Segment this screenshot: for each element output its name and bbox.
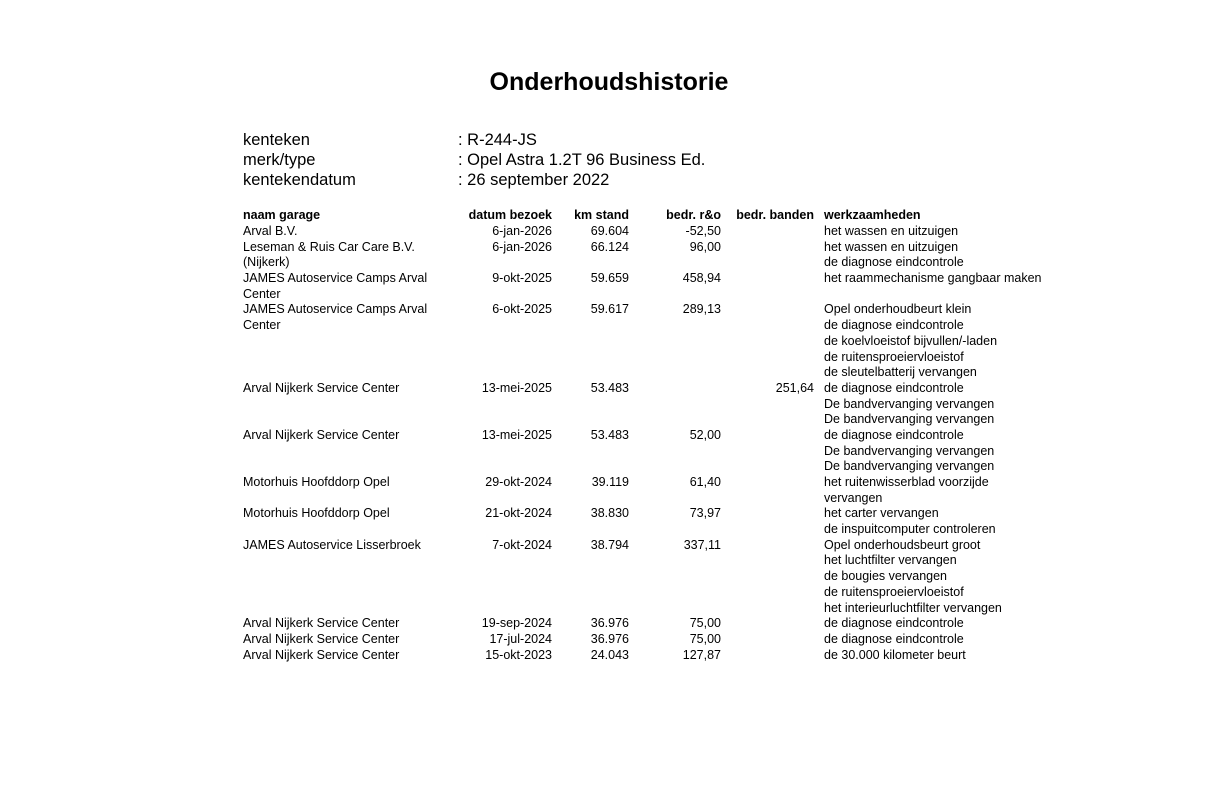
table-row-line [0, 412, 1218, 428]
table-row-line [0, 522, 1218, 538]
cell-date: 13-mei-2025 [481, 380, 552, 395]
info-value-merk-type: : Opel Astra 1.2T 96 Business Ed. [458, 151, 706, 169]
cell-garage: JAMES Autoservice Lisserbroek [243, 537, 421, 552]
cell-work: De bandvervanging vervangen [824, 459, 995, 474]
cell-km: 36.976 [590, 616, 629, 631]
table-row [0, 302, 1218, 380]
cell-ro: 289,13 [682, 302, 721, 317]
table-row-line [0, 255, 1218, 271]
cell-ro: 337,11 [683, 537, 721, 552]
table-row-line [0, 459, 1218, 475]
table-row-line [0, 601, 1218, 617]
cell-date: 6-jan-2026 [492, 239, 552, 254]
table-row-line [0, 491, 1218, 507]
cell-km: 39.119 [591, 475, 629, 489]
cell-date: 6-okt-2025 [492, 302, 552, 317]
cell-ro: 52,00 [689, 427, 721, 442]
cell-date: 7-okt-2024 [492, 537, 552, 552]
table-row-line [0, 318, 1218, 334]
cell-work: het ruitenwisserblad voorzijde [824, 475, 989, 489]
table-row-line [0, 302, 1218, 318]
table-row [0, 428, 1218, 475]
cell-work: de diagnose eindcontrole [824, 427, 964, 442]
cell-ro: -52,50 [685, 224, 721, 238]
cell-km: 36.976 [590, 631, 629, 646]
table-row [0, 381, 1218, 428]
cell-garage: Motorhuis Hoofddorp Opel [243, 475, 390, 489]
cell-ro: 127,87 [682, 647, 721, 662]
cell-ro: 458,94 [682, 271, 721, 286]
table-row-line [0, 287, 1218, 303]
cell-ro: 73,97 [689, 506, 721, 521]
cell-work: de diagnose eindcontrole [824, 616, 964, 631]
header-garage: naam garage [243, 208, 321, 222]
cell-garage: Arval Nijkerk Service Center [243, 616, 400, 631]
cell-work: de diagnose eindcontrole [824, 631, 964, 646]
page-title: Onderhoudshistorie [489, 68, 729, 96]
cell-work: De bandvervanging vervangen [824, 412, 995, 427]
header-date: datum bezoek [468, 208, 552, 222]
cell-km: 66.124 [590, 239, 629, 254]
table-row [0, 538, 1218, 616]
cell-ro: 75,00 [689, 631, 721, 646]
cell-work: de diagnose eindcontrole [824, 380, 964, 395]
table-row [0, 616, 1218, 632]
table-row-line [0, 381, 1218, 397]
cell-work: de diagnose eindcontrole [824, 318, 964, 333]
cell-work: de 30.000 kilometer beurt [824, 647, 966, 662]
cell-date: 6-jan-2026 [492, 224, 552, 238]
cell-garage: JAMES Autoservice Camps Arval [243, 302, 428, 317]
cell-garage: Leseman & Ruis Car Care B.V. [243, 239, 415, 254]
cell-km: 59.659 [590, 271, 629, 286]
cell-km: 59.617 [590, 302, 629, 317]
cell-garage: Arval Nijkerk Service Center [243, 427, 400, 442]
cell-work: het wassen en uitzuigen [824, 224, 959, 238]
table-row-line [0, 506, 1218, 522]
table-row-line [0, 444, 1218, 460]
cell-work: de koelvloeistof bijvullen/-laden [824, 333, 998, 348]
cell-work: het luchtfilter vervangen [824, 553, 957, 568]
cell-date: 29-okt-2024 [485, 475, 552, 489]
cell-garage: JAMES Autoservice Camps Arval [243, 271, 428, 286]
table-row [0, 632, 1218, 648]
table-row-line [0, 632, 1218, 648]
cell-work: De bandvervanging vervangen [824, 443, 995, 458]
header-banden: bedr. banden [736, 208, 814, 222]
cell-date: 21-okt-2024 [485, 506, 552, 521]
cell-work: de ruitensproeiervloeistof [824, 349, 964, 364]
cell-garage: (Nijkerk) [243, 255, 290, 270]
cell-work: De bandvervanging vervangen [824, 396, 995, 411]
cell-work: het interieurluchtfilter vervangen [824, 600, 1002, 615]
cell-garage: Arval Nijkerk Service Center [243, 647, 400, 662]
cell-date: 9-okt-2025 [492, 271, 552, 286]
table-row-line [0, 585, 1218, 601]
cell-work: het carter vervangen [824, 506, 939, 521]
table-row-line [0, 428, 1218, 444]
cell-date: 13-mei-2025 [481, 427, 552, 442]
cell-work: de ruitensproeiervloeistof [824, 584, 964, 599]
cell-garage: Arval B.V. [243, 224, 298, 238]
cell-km: 38.794 [590, 537, 629, 552]
table-row-line [0, 350, 1218, 366]
info-label-kentekendatum: kentekendatum [243, 171, 356, 189]
header-work: werkzaamheden [824, 208, 921, 222]
cell-km: 53.483 [590, 427, 629, 442]
cell-km: 53.483 [590, 380, 629, 395]
table-row-line [0, 648, 1218, 664]
cell-garage: Arval Nijkerk Service Center [243, 380, 400, 395]
header-km: km stand [574, 208, 629, 222]
table-row [0, 475, 1218, 506]
header-ro: bedr. r&o [666, 208, 721, 222]
table-row-line [0, 569, 1218, 585]
table-row [0, 271, 1218, 302]
cell-date: 19-sep-2024 [481, 616, 552, 631]
cell-work: het raammechanisme gangbaar maken [824, 271, 1042, 286]
cell-garage: Center [243, 318, 281, 333]
cell-work: de inspuitcomputer controleren [824, 522, 996, 537]
cell-km: 69.604 [590, 224, 629, 238]
cell-work: de diagnose eindcontrole [824, 255, 964, 270]
table-row-line [0, 271, 1218, 287]
cell-garage: Motorhuis Hoofddorp Opel [243, 506, 390, 521]
cell-garage: Arval Nijkerk Service Center [243, 631, 400, 646]
table-row-line [0, 538, 1218, 554]
cell-date: 15-okt-2023 [485, 647, 552, 662]
cell-ro: 61,40 [689, 475, 721, 489]
table-row-line [0, 224, 1218, 240]
cell-km: 24.043 [590, 647, 629, 662]
info-label-kenteken: kenteken [243, 131, 310, 149]
cell-work: het wassen en uitzuigen [824, 239, 959, 254]
table-row-line [0, 240, 1218, 256]
cell-ro: 96,00 [689, 239, 721, 254]
cell-banden: 251,64 [775, 380, 814, 395]
cell-work: de sleutelbatterij vervangen [824, 365, 977, 380]
cell-work: vervangen [824, 490, 883, 505]
cell-work: Opel onderhoudbeurt klein [824, 302, 972, 317]
table-row-line [0, 365, 1218, 381]
info-value-kenteken: : R-244-JS [458, 131, 537, 149]
cell-work: de bougies vervangen [824, 569, 948, 584]
table-row [0, 506, 1218, 537]
cell-ro: 75,00 [689, 616, 721, 631]
table-row-line [0, 334, 1218, 350]
table-row-line [0, 397, 1218, 413]
table-row [0, 648, 1218, 664]
info-label-merk-type: merk/type [243, 151, 316, 169]
maintenance-table [0, 208, 1218, 663]
cell-date: 17-jul-2024 [489, 631, 552, 646]
cell-work: Opel onderhoudsbeurt groot [824, 537, 981, 552]
table-row-line [0, 616, 1218, 632]
table-row [0, 224, 1218, 240]
table-row [0, 240, 1218, 271]
table-row-line [0, 553, 1218, 569]
cell-garage: Center [243, 286, 281, 301]
cell-km: 38.830 [590, 506, 629, 521]
table-header [0, 208, 1218, 224]
table-row-line [0, 475, 1218, 491]
info-value-kentekendatum: : 26 september 2022 [458, 171, 610, 189]
